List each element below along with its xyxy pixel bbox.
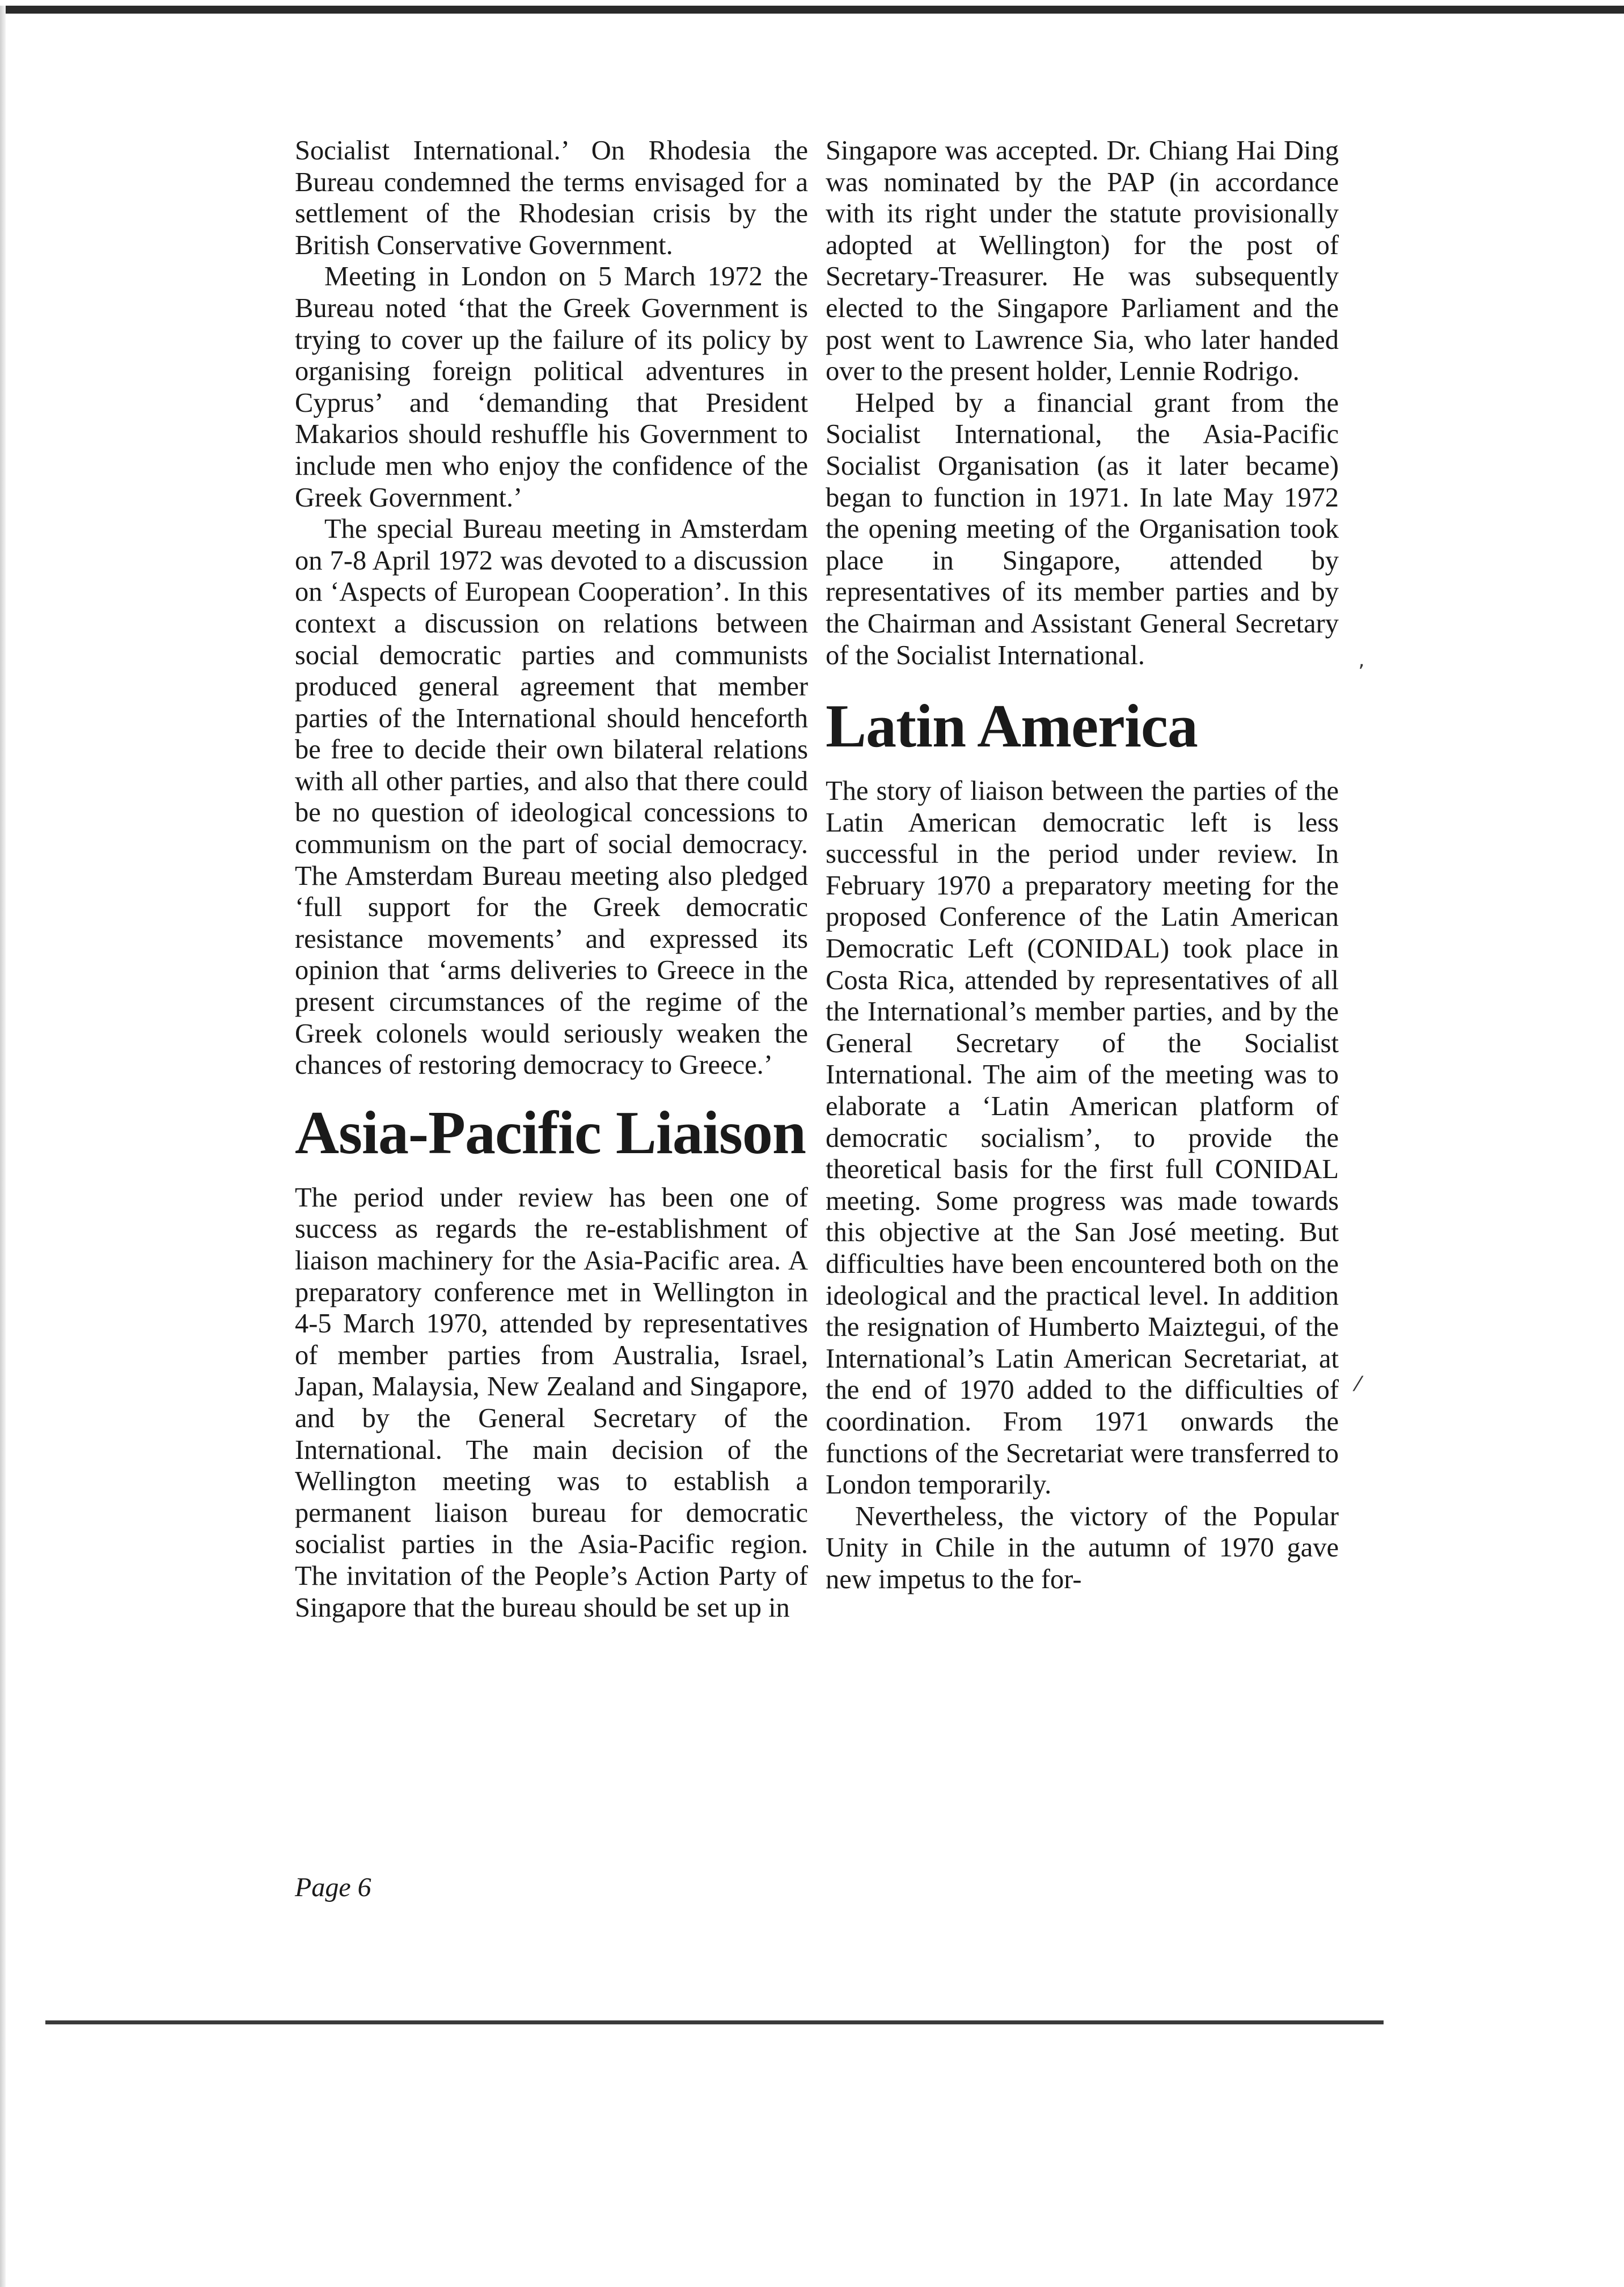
page-number: Page 6 (295, 1872, 371, 1902)
paragraph: The period under review has been one of success as regards the re-establishment of liaison machinery for the Asia-Pacific area. A preparatory conference met in Wellington in 4-5 March 1970, attended by representatives of member parties from Australia, Israel, Japan, Malaysia, New Zealand and Singapore, and by the General Secretary of the International. The main decision of the Wellington meeting was to establish a permanent liaison bureau for democratic socialist parties in the Asia-Pacific region. The invitation of the People’s Action Party of Singapore that the bureau should be set up in (295, 1182, 808, 1623)
scan-border-top (0, 6, 1624, 14)
section-heading-latin-america: Latin America (826, 693, 1198, 761)
right-column (826, 135, 1339, 1596)
section-heading-asia-pacific: Asia-Pacific Liaison (295, 1099, 806, 1167)
scan-speck-mark: ’ (1358, 661, 1365, 684)
paragraph: The special Bureau meeting in Amsterdam on 7-8 April 1972 was devoted to a discussion on ‘Aspects of European Cooperation’. In this context a discussion on relations between social democratic parties and communists produced general agreement that member parties of the International should henceforth be free to decide their own bilateral relations with all other parties, and also that there could be no question of ideological concessions to communism on the part of social democracy. The Amsterdam Bureau meeting also pledged ‘full support for the Greek democratic resistance movements’ and expressed its opinion that ‘arms deliveries to Greece in the present circumstances of the regime of the Greek colonels would seriously weaken the chances of restoring democracy to Greece.’ (295, 514, 808, 1081)
paragraph: Nevertheless, the victory of the Popular Unity in Chile in the autumn of 1970 gave new impetus to the for- (826, 1501, 1339, 1594)
paragraph: Helped by a financial grant from the Socialist International, the Asia-Pacific Socialist Organisation (as it later became) began to function in 1971. In late May 1972 the opening meeting of the Organisation took place in Singapore, attended by representatives of its member parties and by the Chairman and Assistant General Secretary of the Socialist International. (826, 387, 1339, 670)
paragraph: Singapore was accepted. Dr. Chiang Hai Ding was nominated by the PAP (in accordance with its right under the statute provisionally adopted at Wellington) for the post of Secretary-Treasurer. He was subsequently elected to the Singapore Parliament and the post went to Lawrence Sia, who later handed over to the present holder, Lennie Rodrigo. (826, 136, 1339, 387)
scan-border-bottom (45, 2020, 1384, 2024)
left-column (295, 135, 808, 1623)
paragraph: Socialist International.’ On Rhodesia the Bureau condemned the terms envisaged for a settlement of the Rhodesian crisis by the British Conservative Government. (295, 136, 808, 260)
scan-speck-mark: ⁄ (1356, 1373, 1360, 1396)
paragraph: Meeting in London on 5 March 1972 the Bureau noted ‘that the Greek Government is trying to cover up the failure of its policy by organising foreign political adventures in Cyprus’ and ‘demanding that President Makarios should reshuffle his Government to include men who enjoy the confidence of the Greek Government.’ (295, 261, 808, 513)
scan-border-left (0, 6, 6, 2287)
paragraph: The story of liaison between the parties of the Latin American democratic left is less successful in the period under review. In February 1970 a preparatory meeting for the proposed Conference of the Latin American Democratic Left (CONIDAL) took place in Costa Rica, attended by representatives of all the International’s member parties, and by the General Secretary of the Socialist International. The aim of the meeting was to elaborate a ‘Latin American platform of democratic socialism’, to provide the theoretical basis for the first full CONIDAL meeting. Some progress was made towards this objective at the San José meeting. But difficulties have been encountered both on the ideological and the practical level. In addition the resignation of Humberto Maiztegui, of the International’s Latin American Secretariat, at the end of 1970 added to the difficulties of coordination. From 1971 onwards the functions of the Secretariat were transferred to London temporarily. (826, 776, 1339, 1500)
